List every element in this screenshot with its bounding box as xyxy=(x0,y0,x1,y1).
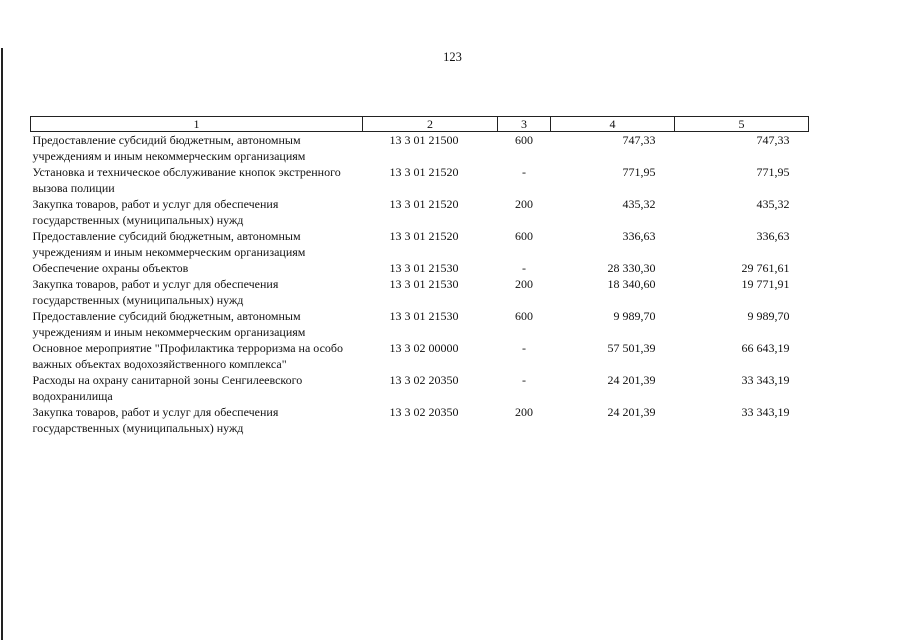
row-value-col4: 57 501,39 xyxy=(607,341,656,355)
row-code: 13 3 02 00000 xyxy=(389,341,459,355)
row-code: 13 3 01 21520 xyxy=(389,165,459,179)
row-code: 13 3 02 20350 xyxy=(389,373,459,387)
column-header-5: 5 xyxy=(675,117,809,132)
row-value-col4: 28 330,30 xyxy=(607,261,656,275)
table-row xyxy=(31,164,809,196)
row-code: 13 3 01 21500 xyxy=(389,133,459,147)
row-value-col5: 29 761,61 xyxy=(741,261,790,275)
table-row xyxy=(31,260,809,276)
row-value-col5: 9 989,70 xyxy=(747,309,790,323)
row-value-col4: 18 340,60 xyxy=(607,277,656,291)
row-code: 13 3 01 21530 xyxy=(389,309,459,323)
row-name: Установка и техническое обслуживание кнопок экстренного вызова полиции xyxy=(32,165,341,195)
row-value-col4: 336,63 xyxy=(622,229,656,243)
row-value-col5: 33 343,19 xyxy=(741,373,790,387)
row-name: Предоставление субсидий бюджетным, автономным учреждениям и иным некоммерческим организациям xyxy=(32,133,306,163)
row-name: Обеспечение охраны объектов xyxy=(32,261,189,275)
column-header-3: 3 xyxy=(498,117,551,132)
row-value-col4: 771,95 xyxy=(622,165,656,179)
table-row xyxy=(31,228,809,260)
row-name: Предоставление субсидий бюджетным, автономным учреждениям и иным некоммерческим организациям xyxy=(32,309,306,339)
row-expense-type: 200 xyxy=(515,197,533,211)
row-value-col5: 336,63 xyxy=(756,229,790,243)
row-value-col4: 747,33 xyxy=(622,133,656,147)
row-value-col5: 747,33 xyxy=(756,133,790,147)
row-value-col5: 771,95 xyxy=(756,165,790,179)
table-row xyxy=(31,340,809,372)
table-row xyxy=(31,276,809,308)
row-value-col4: 435,32 xyxy=(622,197,656,211)
column-header-1: 1 xyxy=(31,117,363,132)
table-row xyxy=(31,196,809,228)
row-value-col5: 435,32 xyxy=(756,197,790,211)
row-value-col5: 66 643,19 xyxy=(741,341,790,355)
row-expense-type: 600 xyxy=(515,133,533,147)
budget-table xyxy=(30,116,809,436)
row-expense-type: 600 xyxy=(515,229,533,243)
row-name: Расходы на охрану санитарной зоны Сенгилеевского водохранилища xyxy=(32,373,303,403)
row-name: Предоставление субсидий бюджетным, автономным учреждениям и иным некоммерческим организациям xyxy=(32,229,306,259)
table-row xyxy=(31,132,809,165)
table-row xyxy=(31,404,809,436)
row-code: 13 3 01 21530 xyxy=(389,261,459,275)
row-expense-type: - xyxy=(522,165,526,179)
row-expense-type: 200 xyxy=(515,405,533,419)
row-name: Закупка товаров, работ и услуг для обеспечения государственных (муниципальных) нужд xyxy=(32,277,279,307)
row-expense-type: - xyxy=(522,261,526,275)
row-code: 13 3 02 20350 xyxy=(389,405,459,419)
table-row xyxy=(31,308,809,340)
row-name: Основное мероприятие "Профилактика терроризма на особо важных объектах водохозяйственного комплекса" xyxy=(32,341,344,371)
page-number: 123 xyxy=(443,50,462,64)
row-expense-type: - xyxy=(522,341,526,355)
row-name: Закупка товаров, работ и услуг для обеспечения государственных (муниципальных) нужд xyxy=(32,405,279,435)
row-value-col5: 33 343,19 xyxy=(741,405,790,419)
column-header-4: 4 xyxy=(551,117,675,132)
row-expense-type: 600 xyxy=(515,309,533,323)
column-header-2: 2 xyxy=(363,117,498,132)
row-value-col4: 24 201,39 xyxy=(607,373,656,387)
row-value-col4: 24 201,39 xyxy=(607,405,656,419)
row-expense-type: 200 xyxy=(515,277,533,291)
row-name: Закупка товаров, работ и услуг для обеспечения государственных (муниципальных) нужд xyxy=(32,197,279,227)
row-value-col4: 9 989,70 xyxy=(613,309,656,323)
table-row xyxy=(31,372,809,404)
row-code: 13 3 01 21520 xyxy=(389,197,459,211)
row-value-col5: 19 771,91 xyxy=(741,277,790,291)
row-code: 13 3 01 21520 xyxy=(389,229,459,243)
row-expense-type: - xyxy=(522,373,526,387)
left-margin-rule xyxy=(1,48,3,640)
row-code: 13 3 01 21530 xyxy=(389,277,459,291)
table-header-row xyxy=(31,117,809,132)
